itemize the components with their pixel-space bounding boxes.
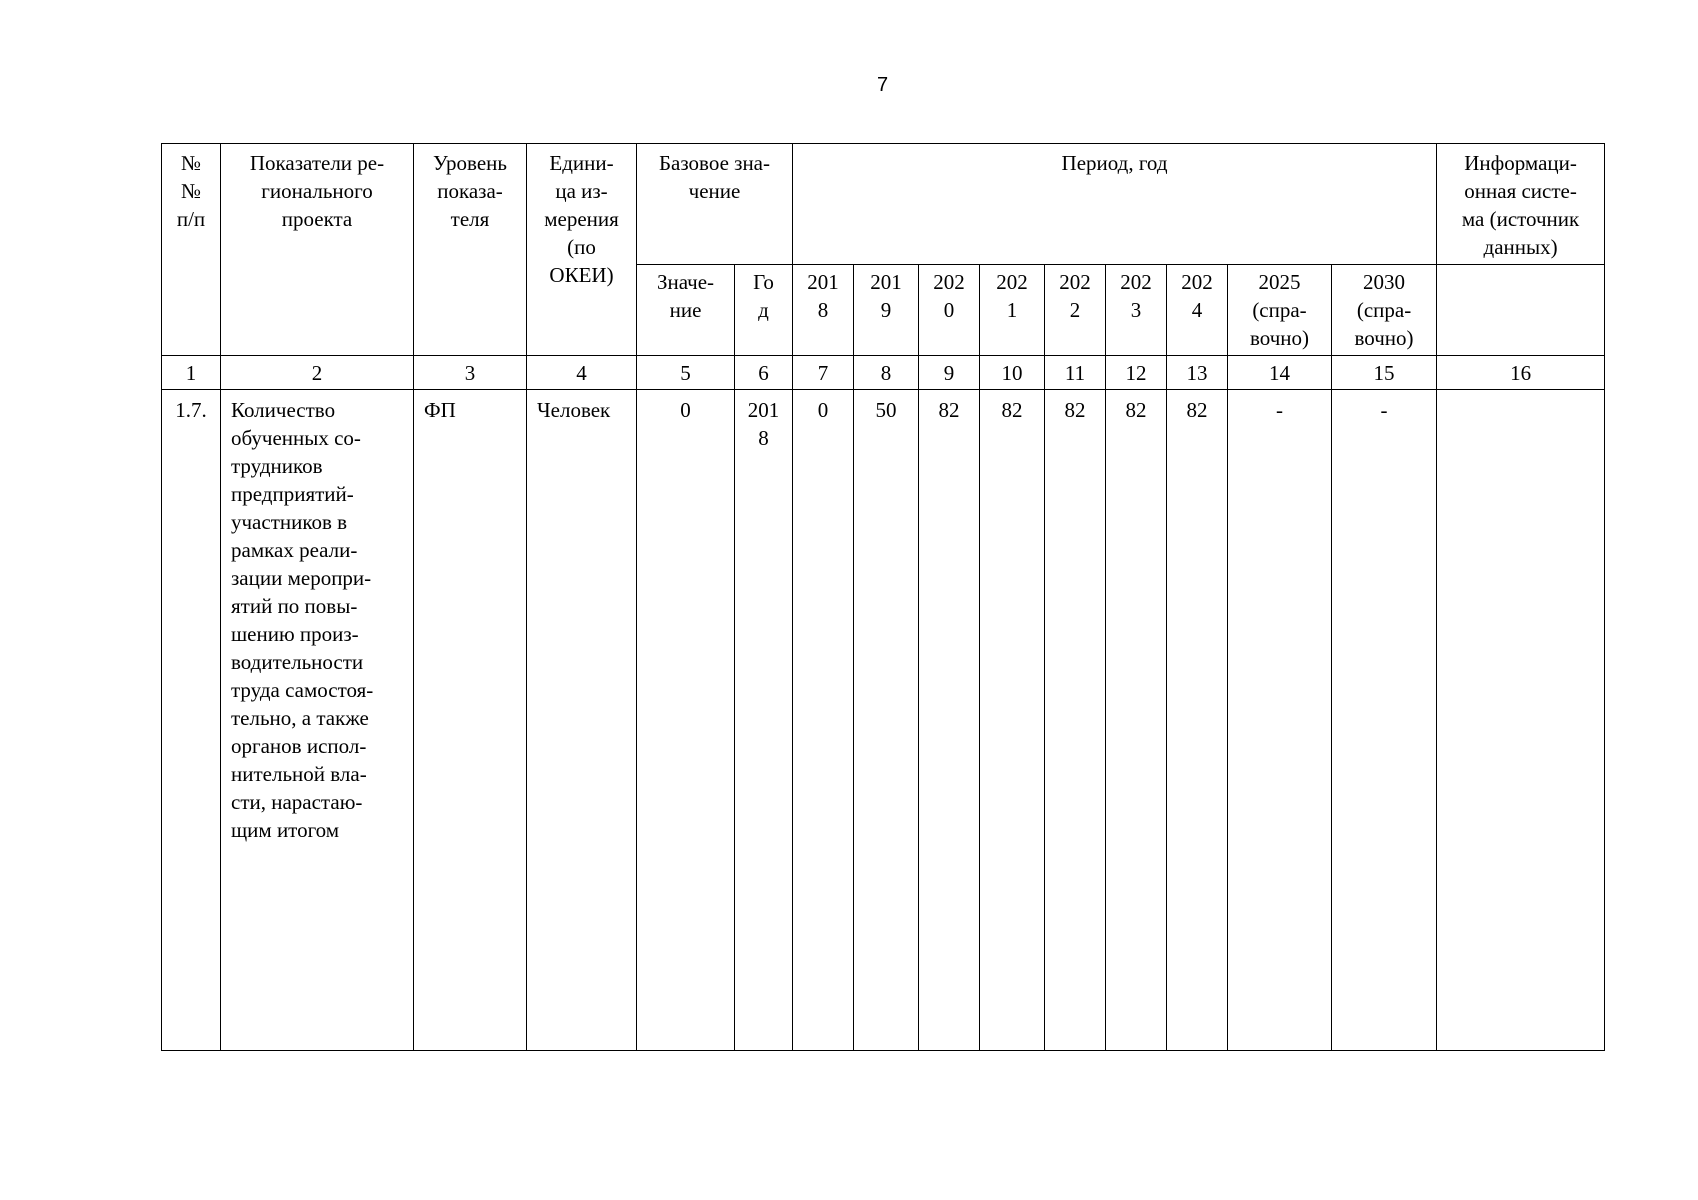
row-value-2019: 50 [854, 390, 919, 1051]
column-number: 3 [414, 356, 527, 390]
header-year-2021: 202 1 [980, 265, 1045, 356]
header-row-1 [162, 144, 1605, 265]
column-number: 8 [854, 356, 919, 390]
header-info-empty [1437, 265, 1605, 356]
row-info-system [1437, 390, 1605, 1051]
page-number: 7 [876, 74, 889, 96]
row-base-value: 0 [637, 390, 735, 1051]
header-indicator: Показатели ре- гионального проекта [221, 144, 414, 356]
column-number-row [162, 356, 1605, 390]
row-value-2024: 82 [1167, 390, 1228, 1051]
header-level: Уровень показа- теля [414, 144, 527, 356]
header-unit: Едини- ца из- мерения (по ОКЕИ) [527, 144, 637, 356]
row-level: ФП [414, 390, 527, 1051]
header-year-2025: 2025 (спра- вочно) [1228, 265, 1332, 356]
column-number: 9 [919, 356, 980, 390]
column-number: 13 [1167, 356, 1228, 390]
column-number: 16 [1437, 356, 1605, 390]
table-row [162, 390, 1605, 1051]
column-number: 12 [1106, 356, 1167, 390]
column-number: 2 [221, 356, 414, 390]
column-number: 5 [637, 356, 735, 390]
header-base-value: Значе- ние [637, 265, 735, 356]
row-value-2022: 82 [1045, 390, 1106, 1051]
header-info-system: Информаци- онная систе- ма (источник данных) [1437, 144, 1605, 265]
row-value-2023: 82 [1106, 390, 1167, 1051]
header-year-2022: 202 2 [1045, 265, 1106, 356]
row-base-year: 201 8 [735, 390, 793, 1051]
header-base: Базовое зна- чение [637, 144, 793, 265]
column-number: 15 [1332, 356, 1437, 390]
header-year-2020: 202 0 [919, 265, 980, 356]
row-value-2030: - [1332, 390, 1437, 1051]
row-value-2018: 0 [793, 390, 854, 1051]
column-number: 14 [1228, 356, 1332, 390]
column-number: 1 [162, 356, 221, 390]
column-number: 11 [1045, 356, 1106, 390]
column-number: 7 [793, 356, 854, 390]
header-period: Период, год [793, 144, 1437, 265]
row-value-2020: 82 [919, 390, 980, 1051]
column-number: 10 [980, 356, 1045, 390]
header-year-2018: 201 8 [793, 265, 854, 356]
header-base-year: Го д [735, 265, 793, 356]
column-number: 6 [735, 356, 793, 390]
row-value-2021: 82 [980, 390, 1045, 1051]
row-unit: Человек [527, 390, 637, 1051]
row-indicator-name: Количество обученных со- трудников предприятий- участников в рамках реали- зации меропри- ятий по повы- шению произ- водительности труда самостоя- тельно, а также органов испол- нительной вла- сти, нарастаю- щим итогом [221, 390, 414, 1051]
indicators-table [161, 143, 1605, 1051]
header-num: № № п/п [162, 144, 221, 356]
header-year-2019: 201 9 [854, 265, 919, 356]
row-value-2025: - [1228, 390, 1332, 1051]
header-year-2030: 2030 (спра- вочно) [1332, 265, 1437, 356]
header-year-2024: 202 4 [1167, 265, 1228, 356]
row-num: 1.7. [162, 390, 221, 1051]
column-number: 4 [527, 356, 637, 390]
header-year-2023: 202 3 [1106, 265, 1167, 356]
